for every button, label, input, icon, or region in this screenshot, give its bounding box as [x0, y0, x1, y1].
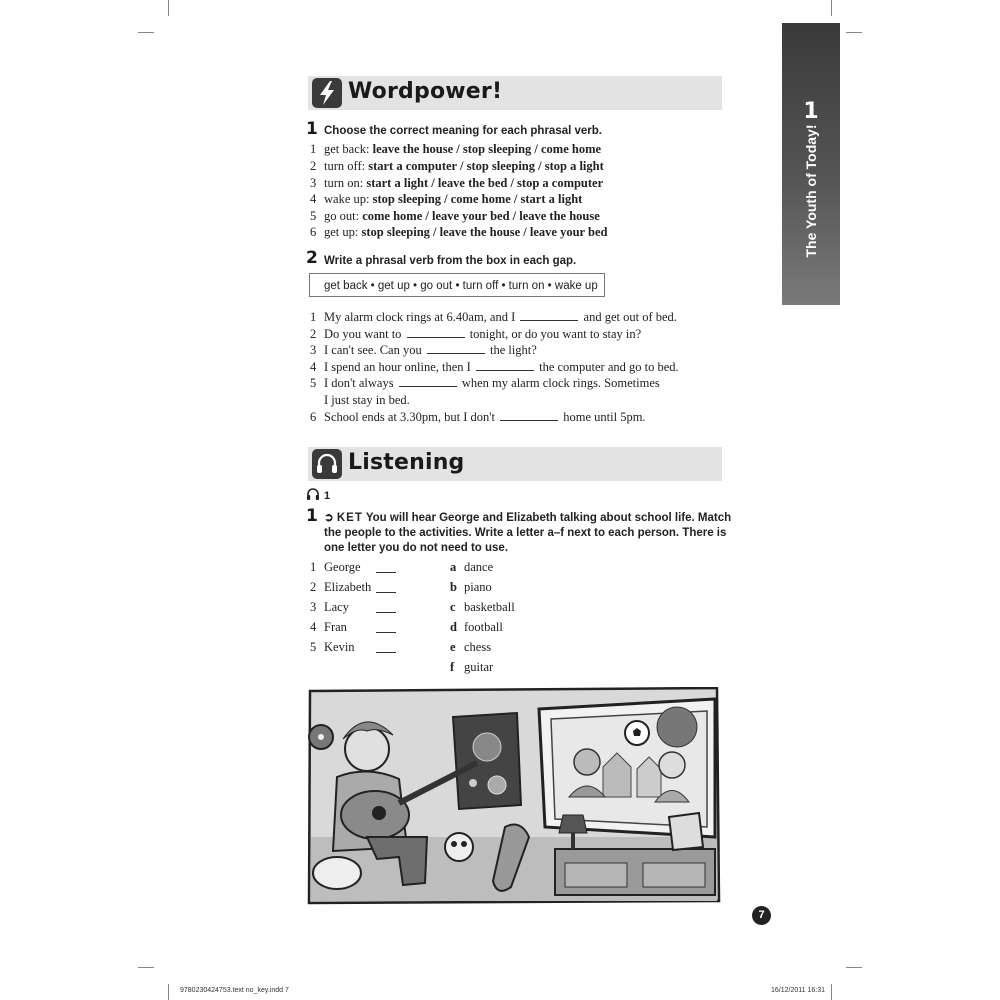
answer-gap[interactable] [376, 562, 396, 573]
page-number: 7 [752, 906, 771, 925]
ex1-number: 1 [306, 119, 318, 139]
answer-gap[interactable] [376, 602, 396, 613]
activity-item: f guitar [450, 660, 494, 674]
word-box: get back • get up • go out • turn off • turn on • wake up [309, 273, 605, 297]
footer-timestamp: 16/12/2011 16:31 [771, 987, 825, 994]
ex1-item: 6 get up: stop sleeping / leave the house / leave your bed [310, 225, 608, 239]
activity-item: b piano [450, 580, 492, 594]
person-item: 4 Fran [310, 620, 347, 634]
listening-ex1-number: 1 [306, 506, 318, 526]
ex1-item: 4 wake up: stop sleeping / come home / start a light [310, 192, 583, 206]
ex1-item: 1 get back: leave the house / stop sleeping / come home [310, 142, 602, 156]
answer-gap[interactable] [376, 642, 396, 653]
activity-item: a dance [450, 560, 494, 574]
ex2-item: 6 School ends at 3.30pm, but I don't home until 5pm. [310, 410, 646, 424]
ex1-item: 3 turn on: start a light / leave the bed / stop a computer [310, 176, 604, 190]
answer-gap[interactable] [376, 582, 396, 593]
person-item: 2 Elizabeth [310, 580, 372, 594]
listening-ex1-instruction: ➲ KET You will hear George and Elizabeth talking about school life. Match the people to the activities. Write a letter a–f next to each person. There is one letter you do not need to use. [324, 512, 732, 554]
ex1-instruction: Choose the correct meaning for each phrasal verb. [324, 125, 602, 137]
lightning-icon [312, 78, 342, 108]
ex2-item: 5 I don't always when my alarm clock rings. Sometimes [310, 376, 660, 390]
exam-arrow-icon: ➲ [324, 512, 334, 524]
ex2-item: 1 My alarm clock rings at 6.40am, and I and get out of bed. [310, 310, 677, 324]
answer-gap[interactable] [520, 309, 578, 321]
wordpower-title: Wordpower! [348, 79, 503, 104]
ex2-item: 3 I can't see. Can you the light? [310, 343, 537, 357]
bedroom-illustration [307, 687, 721, 905]
answer-gap[interactable] [500, 409, 558, 421]
wordpower-header [308, 76, 722, 110]
answer-gap[interactable] [376, 622, 396, 633]
footer-file-info: 9780230424753.text no_key.indd 7 [180, 987, 289, 994]
person-item: 1 George [310, 560, 361, 574]
answer-gap[interactable] [427, 342, 485, 354]
ex2-item-continuation: I just stay in bed. [324, 393, 410, 407]
ex2-instruction: Write a phrasal verb from the box in each gap. [324, 255, 577, 267]
headphones-icon [312, 449, 342, 479]
ex2-number: 2 [306, 248, 318, 268]
ex2-item: 4 I spend an hour online, then I the computer and go to bed. [310, 360, 679, 374]
person-item: 3 Lacy [310, 600, 349, 614]
audio-headphones-icon[interactable] [305, 486, 321, 502]
answer-gap[interactable] [399, 375, 457, 387]
unit-side-tab [782, 23, 840, 305]
audio-track-number: 1 [324, 490, 331, 502]
unit-title: The Youth of Today! [803, 124, 819, 258]
answer-gap[interactable] [476, 359, 534, 371]
listening-header [308, 447, 722, 481]
activity-item: c basketball [450, 600, 515, 614]
ex1-item: 5 go out: come home / leave your bed / leave the house [310, 209, 600, 223]
ex1-item: 2 turn off: start a computer / stop sleeping / stop a light [310, 159, 604, 173]
answer-gap[interactable] [407, 326, 465, 338]
ex2-item: 2 Do you want to tonight, or do you want to stay in? [310, 327, 642, 341]
listening-title: Listening [348, 450, 465, 475]
activity-item: e chess [450, 640, 492, 654]
unit-number: 1 [803, 99, 819, 124]
person-item: 5 Kevin [310, 640, 355, 654]
activity-item: d football [450, 620, 503, 634]
ket-tag: KET [336, 512, 363, 524]
